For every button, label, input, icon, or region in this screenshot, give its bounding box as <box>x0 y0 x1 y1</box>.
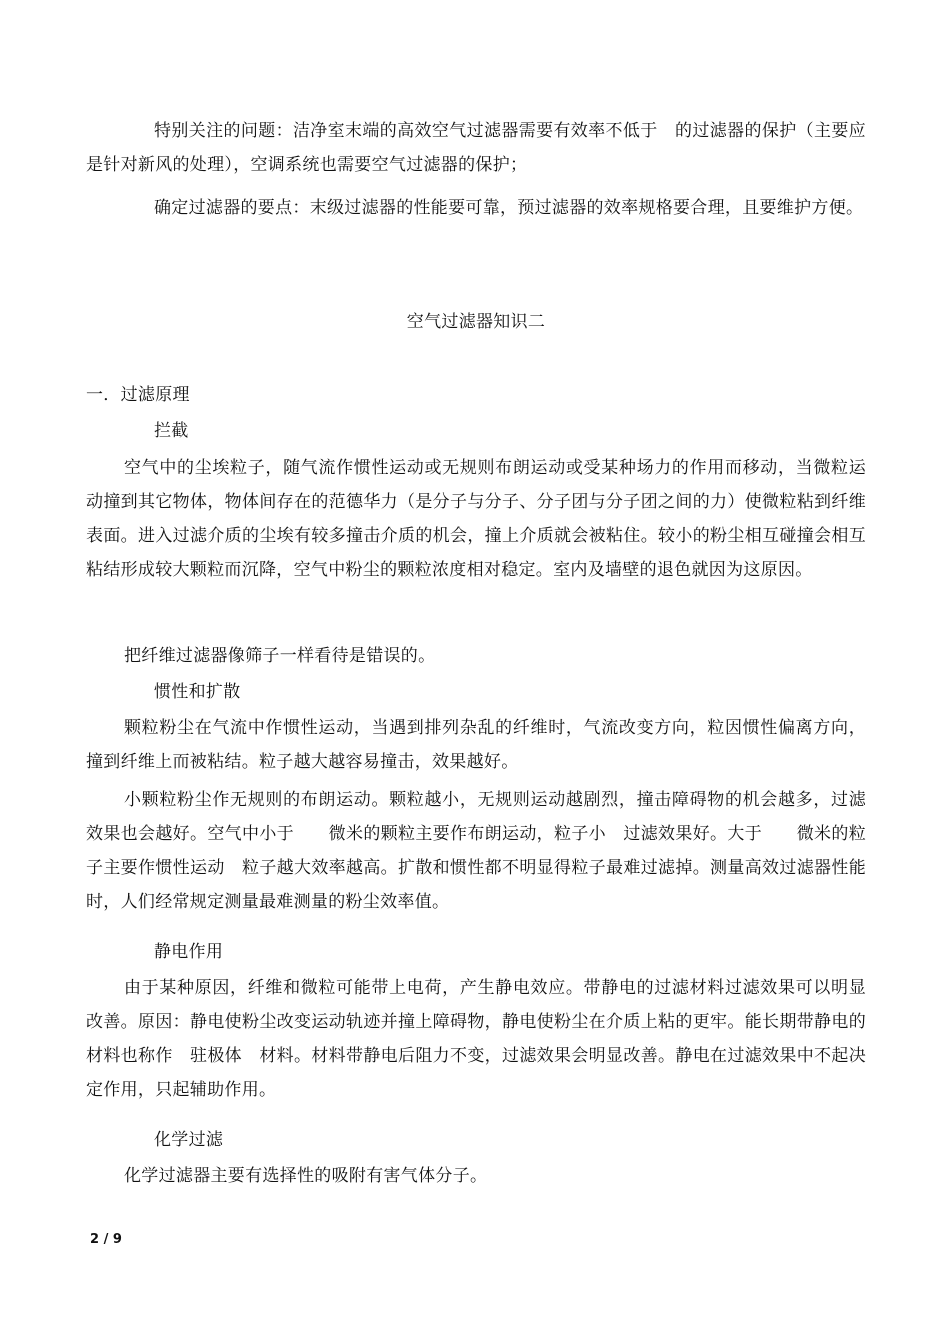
paragraph-sieve: 把纤维过滤器像筛子一样看待是错误的。 <box>124 646 436 666</box>
subheading-chemical: 化学过滤 <box>154 1130 224 1150</box>
subheading-inertia-diffusion: 惯性和扩散 <box>154 682 241 702</box>
paragraph-electrostatic: 由于某种原因，纤维和微粒可能带上电荷，产生静电效应。带静电的过滤材料过滤效果可以明显改善。原因：静电使粉尘改变运动轨迹并撞上障碍物，静电使粉尘在介质上粘的更牢。能长期带静电的材料也称作 驻极体 材料。材料带静电后阻力不变，过滤效果会明显改善。静电在过滤效果中不起决定作用，只起辅助作用。 <box>86 978 866 1100</box>
paragraph-interception: 空气中的尘埃粒子，随气流作惯性运动或无规则布朗运动或受某种场力的作用而移动，当微粒运动撞到其它物体，物体间存在的范德华力（是分子与分子、分子团与分子团之间的力）使微粒粘到纤维表面。进入过滤介质的尘埃有较多撞击介质的机会，撞上介质就会被粘住。较小的粉尘相互碰撞会相互粘结形成较大颗粒而沉降，空气中粉尘的颗粒浓度相对稳定。室内及墙壁的退色就因为这原因。 <box>86 458 866 580</box>
heading-filtration-principle: 一．过滤原理 <box>86 385 190 405</box>
subheading-interception: 拦截 <box>154 421 189 441</box>
section-title: 空气过滤器知识二 <box>406 312 546 332</box>
paragraph-brownian: 小颗粒粉尘作无规则的布朗运动。颗粒越小，无规则运动越剧烈，撞击障碍物的机会越多，过滤效果也会越好。空气中小于 微米的颗粒主要作布朗运动，粒子小 过滤效果好。大于 微米的粒子主要作惯性运动 粒子越大效率越高。扩散和惯性都不明显得粒子最难过滤掉。测量高效过滤器性能时，人们经常规定测量最难测量的粉尘效率值。 <box>86 790 866 912</box>
paragraph-special-attention: 特别关注的问题：洁净室末端的高效空气过滤器需要有效率不低于 的过滤器的保护（主要应是针对新风的处理），空调系统也需要空气过滤器的保护； <box>86 121 866 175</box>
subheading-electrostatic: 静电作用 <box>154 942 224 962</box>
page-number: 2 / 9 <box>90 1232 122 1247</box>
paragraph-key-points: 确定过滤器的要点：末级过滤器的性能要可靠，预过滤器的效率规格要合理，且要维护方便。 <box>154 198 864 218</box>
paragraph-chemical: 化学过滤器主要有选择性的吸附有害气体分子。 <box>124 1166 488 1186</box>
paragraph-inertia: 颗粒粉尘在气流中作惯性运动，当遇到排列杂乱的纤维时，气流改变方向，粒因惯性偏离方向，撞到纤维上而被粘结。粒子越大越容易撞击，效果越好。 <box>86 718 866 772</box>
